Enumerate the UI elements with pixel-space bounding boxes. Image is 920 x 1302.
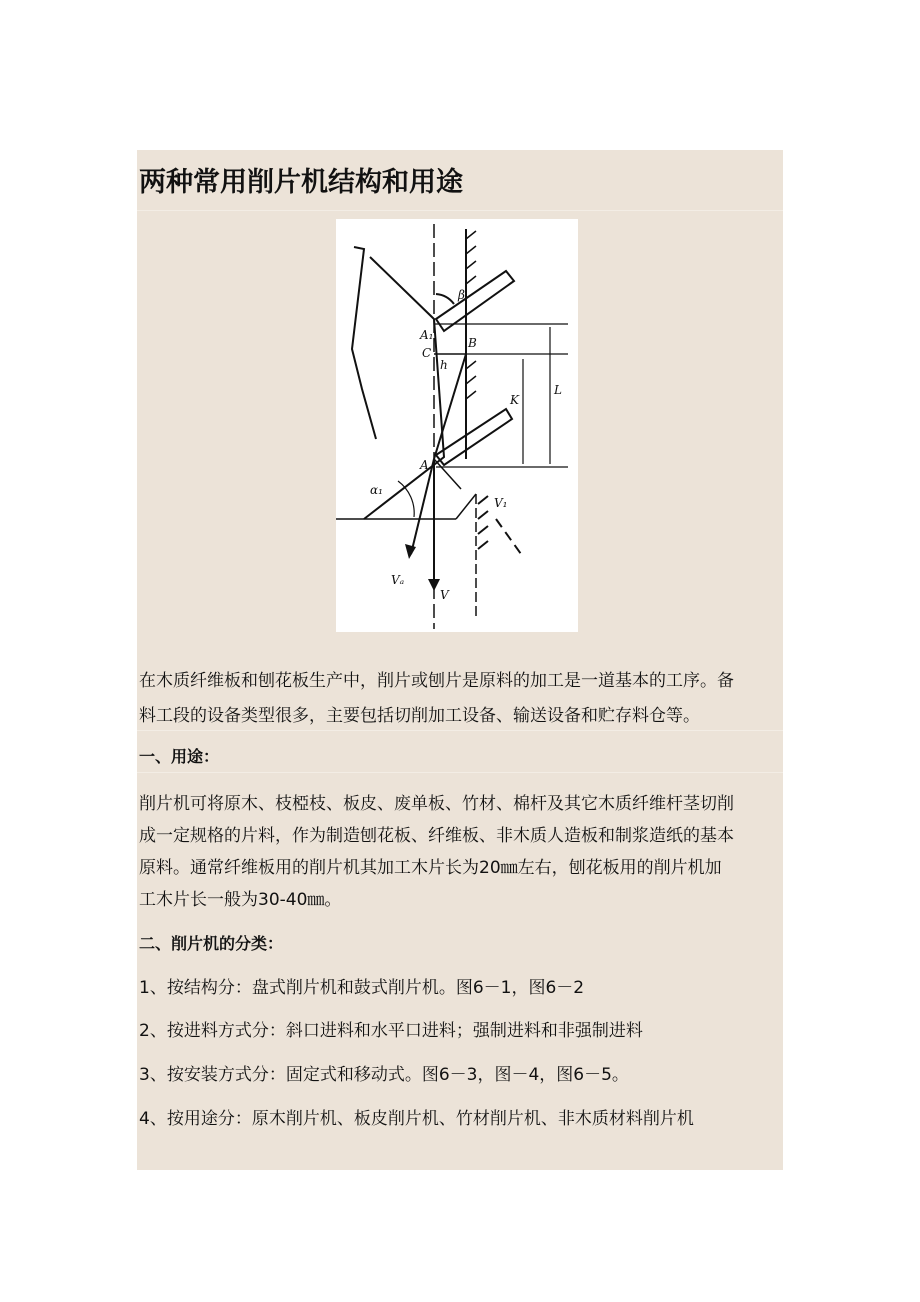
label-h: h	[440, 358, 448, 372]
log-outline	[364, 257, 444, 519]
section-heading-classification: 二、削片机的分类：	[139, 934, 284, 953]
chipper-diagram-figure	[336, 219, 578, 632]
label-beta: β	[458, 288, 465, 302]
label-v1: V₁	[494, 496, 508, 510]
upper-knife	[436, 271, 514, 331]
label-v: V	[440, 588, 449, 602]
usage-line: 成一定规格的片料，作为制造刨花板、纤维板、非木质人造板和制浆造纸的基本	[139, 826, 734, 846]
intro-line: 料工段的设备类型很多，主要包括切削加工设备、输送设备和贮存料仓等。	[139, 706, 700, 726]
classification-item: 1、按结构分：盘式削片机和鼓式削片机。图6－1，图6－2	[139, 978, 585, 998]
label-va: Vₐ	[391, 573, 405, 587]
divider	[137, 210, 783, 211]
label-alpha1: α₁	[370, 483, 383, 497]
classification-item: 3、按安装方式分：固定式和移动式。图6－3，图－4，图6－5。	[139, 1065, 629, 1085]
usage-line: 原料。通常纤维板用的削片机其加工木片长为20㎜左右，刨花板用的削片机加	[139, 858, 722, 878]
label-a1: A₁	[420, 328, 434, 342]
section-heading-usage: 一、用途：	[139, 747, 220, 766]
usage-line: 削片机可将原木、枝椏枝、板皮、废单板、竹材、棉杆及其它木质纤维杆茎切削	[139, 794, 734, 814]
label-k: K	[510, 393, 519, 407]
page-title: 两种常用削片机结构和用途	[139, 167, 463, 198]
log-left-edge	[352, 247, 376, 439]
classification-item: 4、按用途分：原木削片机、板皮削片机、竹材削片机、非木质材料削片机	[139, 1109, 694, 1129]
intro-line: 在木质纤维板和刨花板生产中，削片或刨片是原料的加工是一道基本的工序。备	[139, 671, 734, 691]
classification-item: 2、按进料方式分：斜口进料和水平口进料；强制进料和非强制进料	[139, 1021, 643, 1041]
diagram-svg	[336, 219, 578, 632]
document-panel	[137, 150, 783, 1170]
label-b: B	[468, 336, 477, 350]
label-a: A	[420, 458, 429, 472]
usage-line: 工木片长一般为30-40㎜。	[139, 890, 342, 910]
label-l: L	[554, 383, 562, 397]
label-c: C	[422, 346, 432, 360]
